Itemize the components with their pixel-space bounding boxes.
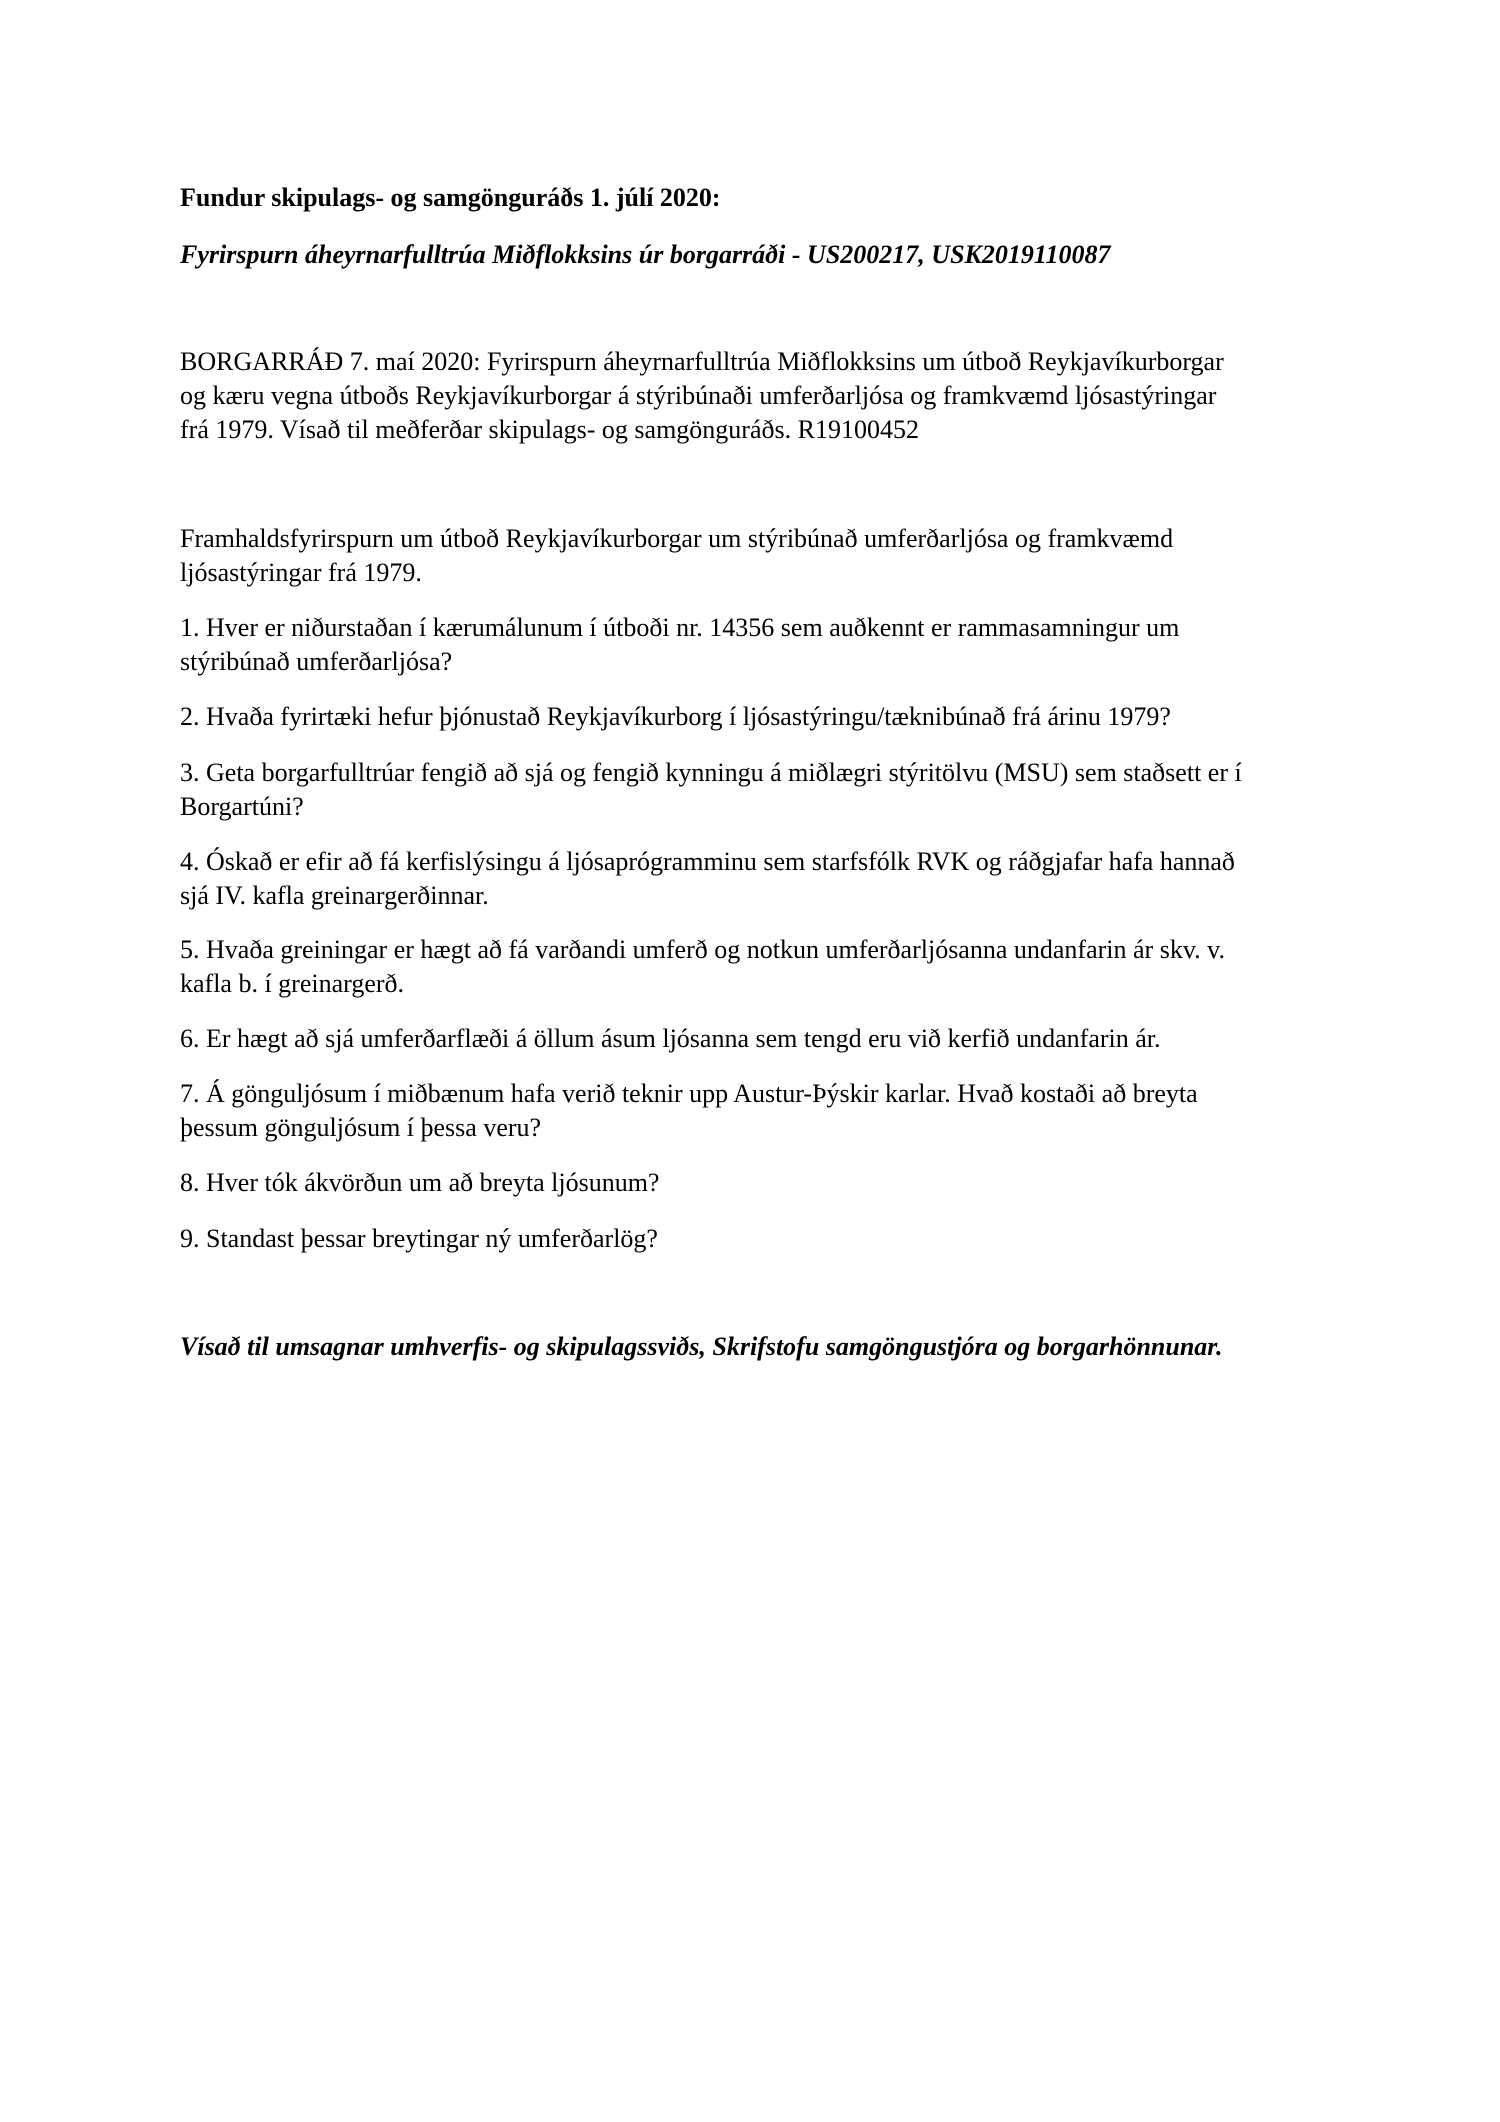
question-2 xyxy=(180,700,1340,734)
question-line: sjá IV. kafla greinargerðinnar. xyxy=(180,881,489,910)
document-page xyxy=(180,0,1340,2122)
question-line: 3. Geta borgarfulltrúar fengið að sjá og fengið kynningu á miðlægri stýritölvu (MSU) sem staðsett er í xyxy=(180,758,1242,787)
question-line: Borgartúni? xyxy=(180,792,304,821)
meeting-title: Fundur skipulags- og samgönguráðs 1. júlí 2020: xyxy=(180,183,721,212)
question-6 xyxy=(180,1022,1340,1056)
question-4 xyxy=(180,845,1340,913)
borgarrad-paragraph xyxy=(180,345,1340,447)
question-line: 2. Hvaða fyrirtæki hefur þjónustað Reykjavíkurborg í ljósastýringu/tæknibúnað frá árinu 1979? xyxy=(180,702,1171,731)
paragraph-line: og kæru vegna útboðs Reykjavíkurborgar á stýribúnaði umferðarljósa og framkvæmd ljósastýringar xyxy=(180,381,1217,410)
question-line: 4. Óskað er efir að fá kerfislýsingu á ljósaprógramminu sem starfsfólk RVK og ráðgjafar hafa hannað xyxy=(180,847,1235,876)
paragraph-line: Framhaldsfyrirspurn um útboð Reykjavíkurborgar um stýribúnað umferðarljósa og framkvæmd xyxy=(180,524,1174,553)
question-5 xyxy=(180,933,1340,1001)
question-line: þessum gönguljósum í þessa veru? xyxy=(180,1113,542,1142)
question-line: 9. Standast þessar breytingar ný umferðarlög? xyxy=(180,1224,658,1253)
question-7 xyxy=(180,1077,1340,1145)
subject-heading: Fyrirspurn áheyrnarfulltrúa Miðflokksins úr borgarráði - US200217, USK2019110087 xyxy=(180,240,1111,269)
paragraph-line: BORGARRÁÐ 7. maí 2020: Fyrirspurn áheyrnarfulltrúa Miðflokksins um útboð Reykjavíkurborgar xyxy=(180,347,1224,376)
question-3 xyxy=(180,756,1340,824)
question-1 xyxy=(180,611,1340,679)
conclusion-note: Vísað til umsagnar umhverfis- og skipulagssviðs, Skrifstofu samgöngustjóra og borgarhönnunar. xyxy=(180,1332,1223,1361)
question-line: 5. Hvaða greiningar er hægt að fá varðandi umferð og notkun umferðarljósanna undanfarin ár skv. v. xyxy=(180,935,1225,964)
question-9 xyxy=(180,1222,1340,1256)
question-8 xyxy=(180,1166,1340,1200)
paragraph-line: frá 1979. Vísað til meðferðar skipulags- og samgönguráðs. R19100452 xyxy=(180,415,919,444)
question-line: 7. Á gönguljósum í miðbænum hafa verið teknir upp Austur-Þýskir karlar. Hvað kostaði að breyta xyxy=(180,1079,1198,1108)
question-line: kafla b. í greinargerð. xyxy=(180,969,405,998)
question-line: 8. Hver tók ákvörðun um að breyta ljósunum? xyxy=(180,1168,660,1197)
paragraph-line: ljósastýringar frá 1979. xyxy=(180,558,422,587)
question-line: 6. Er hægt að sjá umferðarflæði á öllum ásum ljósanna sem tengd eru við kerfið undanfarin ár. xyxy=(180,1024,1161,1053)
question-line: 1. Hver er niðurstaðan í kærumálunum í útboði nr. 14356 sem auðkennt er rammasamningur um xyxy=(180,613,1180,642)
question-line: stýribúnað umferðarljósa? xyxy=(180,647,453,676)
intro-paragraph xyxy=(180,522,1340,590)
